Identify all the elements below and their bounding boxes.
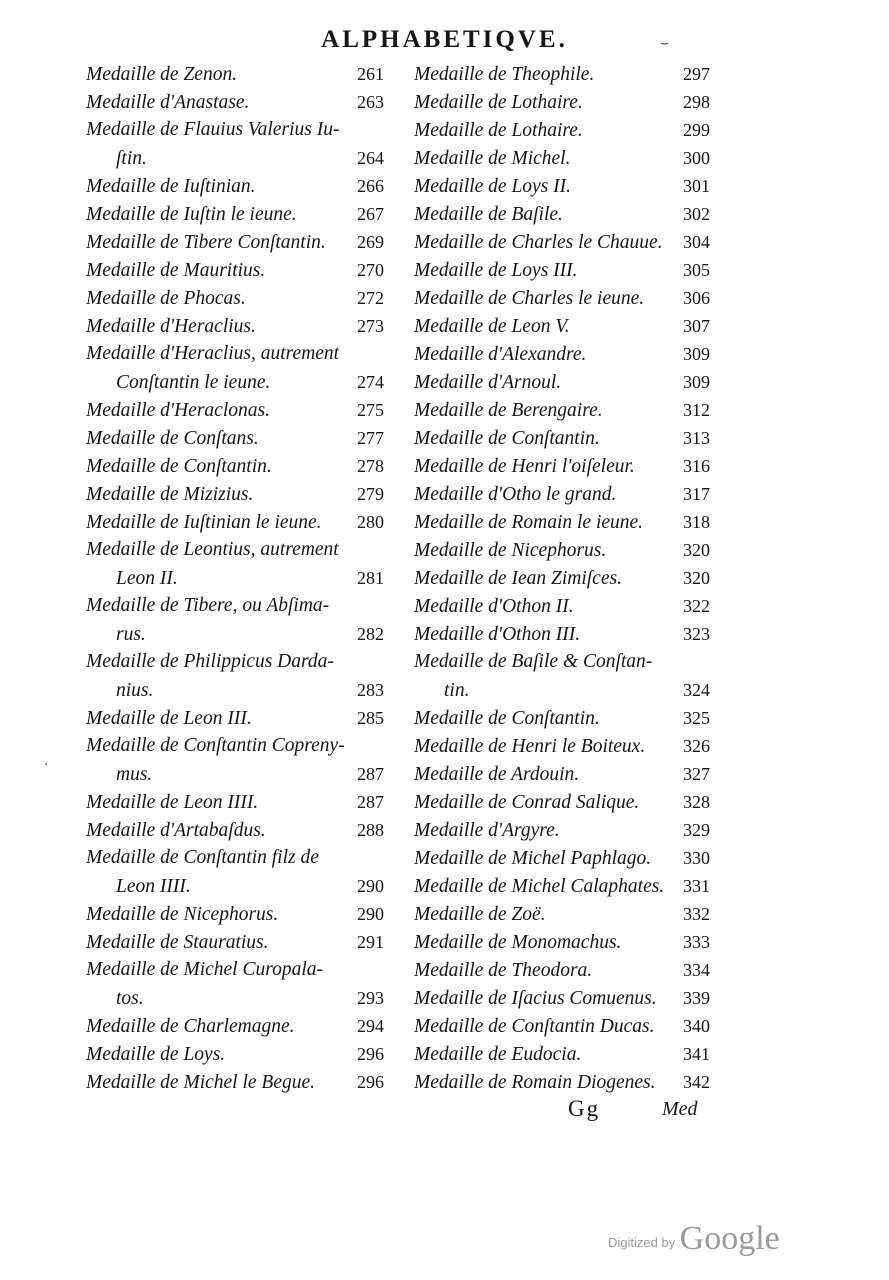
entry-text: Medaille de Lothaire. <box>414 92 583 113</box>
index-entry <box>414 956 710 984</box>
entry-text: Medaille d'Heraclius, autrement <box>86 343 340 364</box>
entry-text: Medaille de Flauius Valerius Iu- <box>86 119 340 140</box>
entry-page-number: 290 <box>357 904 384 924</box>
index-entry <box>414 900 710 928</box>
entry-page-number: 305 <box>683 260 710 280</box>
entry-page-number: 330 <box>683 848 710 868</box>
entry-text: Medaille de Michel Curopala- <box>86 959 324 980</box>
entry-text: Medaille de Nicephorus. <box>86 904 279 925</box>
index-entry <box>414 172 710 200</box>
entry-text: tin. <box>444 680 470 701</box>
index-entry <box>86 116 384 144</box>
index-entry <box>414 284 710 312</box>
entry-text: Medaille de Conrad Salique. <box>414 792 640 813</box>
entry-text: Medaille de Tibere, ou Abſima- <box>86 595 330 616</box>
index-entry <box>414 312 710 340</box>
catchword: Med <box>662 1098 698 1120</box>
entry-text: Medaille d'Othon III. <box>414 624 581 645</box>
index-entry <box>414 396 710 424</box>
entry-page-number: 309 <box>683 372 710 392</box>
index-entry <box>86 956 384 984</box>
index-entry <box>86 284 384 312</box>
entry-page-number: 270 <box>357 260 384 280</box>
entry-page-number: 287 <box>357 792 384 812</box>
index-entry <box>414 1068 710 1096</box>
index-entry <box>86 60 384 88</box>
stray-mark: · <box>44 758 49 773</box>
entry-page-number: 326 <box>683 736 710 756</box>
entry-text: Medaille de Michel. <box>414 148 571 169</box>
index-entry <box>414 844 710 872</box>
index-entry <box>86 648 384 676</box>
entry-page-number: 296 <box>357 1072 384 1092</box>
entry-text: Medaille d'Alexandre. <box>414 344 587 365</box>
signature-mark: Gg <box>568 1096 601 1121</box>
index-entry <box>414 732 710 760</box>
index-entry <box>414 788 710 816</box>
entry-page-number: 264 <box>357 148 384 168</box>
index-entry <box>414 564 710 592</box>
index-entry <box>86 368 384 396</box>
entry-text: Medaille de Philippicus Darda- <box>86 651 334 672</box>
index-entry <box>414 480 710 508</box>
entry-page-number: 339 <box>683 988 710 1008</box>
entry-page-number: 306 <box>683 288 710 308</box>
entry-page-number: 300 <box>683 148 710 168</box>
digitization-watermark <box>608 1220 780 1258</box>
entry-page-number: 291 <box>357 932 384 952</box>
entry-text: Medaille d'Anastase. <box>86 92 250 113</box>
entry-text: Medaille de Conſtantin Ducas. <box>414 1016 655 1037</box>
entry-text: Medaille de Eudocia. <box>414 1044 582 1065</box>
entry-text: Medaille de Iean Zimiſces. <box>414 568 622 589</box>
entry-page-number: 333 <box>683 932 710 952</box>
entry-page-number: 293 <box>357 988 384 1008</box>
index-entry <box>86 312 384 340</box>
entry-text: Medaille de Michel le Begue. <box>86 1072 316 1093</box>
entry-page-number: 279 <box>357 484 384 504</box>
index-entry <box>86 144 384 172</box>
entry-text: Medaille de Charlemagne. <box>86 1016 295 1037</box>
entry-text: Medaille d'Argyre. <box>414 820 560 841</box>
entry-page-number: 299 <box>683 120 710 140</box>
entry-page-number: 312 <box>683 400 710 420</box>
entry-text: Medaille de Conſtantin. <box>414 708 600 729</box>
entry-text: Medaille de Leontius, autrement <box>86 539 339 560</box>
entry-text: Medaille de Zoë. <box>414 904 546 925</box>
entry-text: Medaille de Conſtantin filz de <box>86 847 319 868</box>
entry-page-number: 263 <box>357 92 384 112</box>
index-entry <box>414 116 710 144</box>
index-entry <box>414 256 710 284</box>
entry-text: Medaille de Charles le Chauue. <box>414 232 663 253</box>
index-entry <box>86 676 384 704</box>
entry-text: Medaille de Stauratius. <box>86 932 269 953</box>
index-entry <box>86 620 384 648</box>
entry-page-number: 267 <box>357 204 384 224</box>
entry-page-number: 334 <box>683 960 710 980</box>
entry-text: Medaille de Conſtantin. <box>86 456 272 477</box>
index-entry <box>86 508 384 536</box>
entry-text: Medaille de Tibere Conſtantin. <box>86 232 326 253</box>
entry-text: Medaille de Michel Paphlago. <box>414 848 652 869</box>
entry-page-number: 294 <box>357 1016 384 1036</box>
index-entry <box>414 872 710 900</box>
index-entry <box>86 872 384 900</box>
entry-page-number: 287 <box>357 764 384 784</box>
index-entry <box>86 480 384 508</box>
entry-text: Medaille de Baſile & Conſtan- <box>414 651 653 672</box>
entry-page-number: 266 <box>357 176 384 196</box>
entry-text: Medaille de Charles le ieune. <box>414 288 645 309</box>
stray-mark: ⌣ <box>660 36 670 51</box>
index-entry <box>86 844 384 872</box>
entry-text: Medaille de Loys. <box>86 1044 226 1065</box>
index-entry <box>86 200 384 228</box>
entry-page-number: 274 <box>357 372 384 392</box>
index-entry <box>414 676 710 704</box>
entry-text: Medaille de Theodora. <box>414 960 593 981</box>
entry-text: rus. <box>116 624 146 645</box>
index-entry <box>414 1040 710 1068</box>
entry-page-number: 288 <box>357 820 384 840</box>
index-entry <box>86 396 384 424</box>
index-entry <box>86 760 384 788</box>
entry-page-number: 290 <box>357 876 384 896</box>
entry-page-number: 307 <box>683 316 710 336</box>
entry-page-number: 282 <box>357 624 384 644</box>
index-entry <box>86 452 384 480</box>
entry-text: Medaille de Loys III. <box>414 260 578 281</box>
entry-text: Medaille de Leon III. <box>86 708 252 729</box>
entry-text: Medaille de Ardouin. <box>414 764 580 785</box>
entry-page-number: 318 <box>683 512 710 532</box>
entry-text: Medaille d'Heraclius. <box>86 316 256 337</box>
index-entry <box>86 732 384 760</box>
entry-page-number: 323 <box>683 624 710 644</box>
entry-text: Medaille de Theophile. <box>414 64 595 85</box>
index-entry <box>86 536 384 564</box>
entry-page-number: 275 <box>357 400 384 420</box>
entry-page-number: 327 <box>683 764 710 784</box>
entry-text: Medaille d'Heraclonas. <box>86 400 270 421</box>
index-entry <box>86 340 384 368</box>
entry-page-number: 296 <box>357 1044 384 1064</box>
entry-text: Medaille de Iſacius Comuenus. <box>414 988 657 1009</box>
index-entry <box>414 424 710 452</box>
index-entry <box>86 592 384 620</box>
entry-page-number: 332 <box>683 904 710 924</box>
entry-page-number: 280 <box>357 512 384 532</box>
entry-text: Medaille de Lothaire. <box>414 120 583 141</box>
entry-page-number: 320 <box>683 540 710 560</box>
entry-text: Medaille de Berengaire. <box>414 400 603 421</box>
index-entry <box>86 704 384 732</box>
entry-text: Medaille de Loys II. <box>414 176 572 197</box>
entry-text: Medaille d'Otho le grand. <box>414 484 617 505</box>
entry-page-number: 261 <box>357 64 384 84</box>
index-entry <box>414 592 710 620</box>
entry-page-number: 297 <box>683 64 710 84</box>
entry-text: ſtin. <box>116 148 147 169</box>
entry-page-number: 281 <box>357 568 384 588</box>
entry-text: Medaille de Henri le Boiteux. <box>414 736 646 757</box>
index-entry <box>86 900 384 928</box>
index-entry <box>86 228 384 256</box>
entry-text: Medaille de Leon V. <box>414 316 570 337</box>
entry-page-number: 328 <box>683 792 710 812</box>
entry-text: Medaille de Zenon. <box>86 64 238 85</box>
entry-page-number: 273 <box>357 316 384 336</box>
index-entry <box>414 200 710 228</box>
index-entry <box>414 816 710 844</box>
entry-page-number: 341 <box>683 1044 710 1064</box>
index-entry <box>414 928 710 956</box>
entry-text: Medaille de Romain Diogenes. <box>414 1072 656 1093</box>
entry-page-number: 331 <box>683 876 710 896</box>
index-entry <box>414 144 710 172</box>
entry-page-number: 324 <box>683 680 710 700</box>
index-entry <box>414 452 710 480</box>
entry-text: Medaille de Conſtantin. <box>414 428 600 449</box>
entry-page-number: 298 <box>683 92 710 112</box>
entry-text: Medaille d'Artabaſdus. <box>86 820 266 841</box>
entry-text: Medaille de Henri l'oiſeleur. <box>414 456 635 477</box>
entry-text: mus. <box>116 764 153 785</box>
index-entry <box>86 424 384 452</box>
index-entry <box>86 1040 384 1068</box>
entry-page-number: 340 <box>683 1016 710 1036</box>
entry-text: Medaille de Conſtans. <box>86 428 259 449</box>
watermark-brand: Google <box>679 1220 780 1257</box>
entry-text: Medaille d'Othon II. <box>414 596 574 617</box>
entry-text: Medaille de Phocas. <box>86 288 246 309</box>
entry-text: Leon II. <box>116 568 178 589</box>
index-entry <box>86 984 384 1012</box>
entry-page-number: 309 <box>683 344 710 364</box>
entry-text: Medaille de Nicephorus. <box>414 540 607 561</box>
index-entry <box>414 536 710 564</box>
index-column-right <box>414 60 710 1096</box>
index-entry <box>86 172 384 200</box>
index-entry <box>86 816 384 844</box>
entry-text: Medaille de Leon IIII. <box>86 792 259 813</box>
entry-page-number: 317 <box>683 484 710 504</box>
entry-text: Medaille de Monomachus. <box>414 932 622 953</box>
index-entry <box>414 704 710 732</box>
index-entry <box>86 564 384 592</box>
entry-text: Conſtantin le ieune. <box>116 372 271 393</box>
index-entry <box>86 88 384 116</box>
entry-page-number: 302 <box>683 204 710 224</box>
index-entry <box>414 368 710 396</box>
entry-page-number: 322 <box>683 596 710 616</box>
entry-text: Medaille de Michel Calaphates. <box>414 876 665 897</box>
index-entry <box>414 984 710 1012</box>
entry-page-number: 316 <box>683 456 710 476</box>
index-entry <box>86 788 384 816</box>
entry-page-number: 329 <box>683 820 710 840</box>
running-head: ALPHABETIQVE. <box>321 26 568 53</box>
index-entry <box>86 1012 384 1040</box>
index-entry <box>414 620 710 648</box>
index-entry <box>414 88 710 116</box>
entry-text: Medaille de Iuſtinian le ieune. <box>86 512 322 533</box>
entry-text: Medaille d'Arnoul. <box>414 372 562 393</box>
index-entry <box>414 60 710 88</box>
entry-text: Medaille de Baſile. <box>414 204 563 225</box>
entry-text: Medaille de Romain le ieune. <box>414 512 644 533</box>
entry-page-number: 304 <box>683 232 710 252</box>
entry-text: Medaille de Iuſtinian. <box>86 176 256 197</box>
entry-page-number: 283 <box>357 680 384 700</box>
entry-page-number: 278 <box>357 456 384 476</box>
entry-page-number: 313 <box>683 428 710 448</box>
entry-page-number: 285 <box>357 708 384 728</box>
entry-page-number: 272 <box>357 288 384 308</box>
index-entry <box>414 1012 710 1040</box>
entry-text: Medaille de Mauritius. <box>86 260 266 281</box>
index-entry <box>414 228 710 256</box>
index-entry <box>86 256 384 284</box>
entry-text: Leon IIII. <box>116 876 191 897</box>
entry-page-number: 269 <box>357 232 384 252</box>
index-entry <box>414 760 710 788</box>
index-entry <box>414 508 710 536</box>
index-column-left <box>86 60 384 1096</box>
index-entry <box>414 648 710 676</box>
watermark-prefix: Digitized by <box>608 1235 676 1250</box>
index-entry <box>86 1068 384 1096</box>
entry-page-number: 277 <box>357 428 384 448</box>
entry-page-number: 320 <box>683 568 710 588</box>
entry-text: tos. <box>116 988 144 1009</box>
index-entry <box>414 340 710 368</box>
entry-text: nius. <box>116 680 154 701</box>
index-entry <box>86 928 384 956</box>
entry-text: Medaille de Iuſtin le ieune. <box>86 204 297 225</box>
entry-page-number: 325 <box>683 708 710 728</box>
entry-text: Medaille de Conſtantin Copreny- <box>86 735 345 756</box>
entry-page-number: 342 <box>683 1072 710 1092</box>
entry-text: Medaille de Mizizius. <box>86 484 254 505</box>
entry-page-number: 301 <box>683 176 710 196</box>
